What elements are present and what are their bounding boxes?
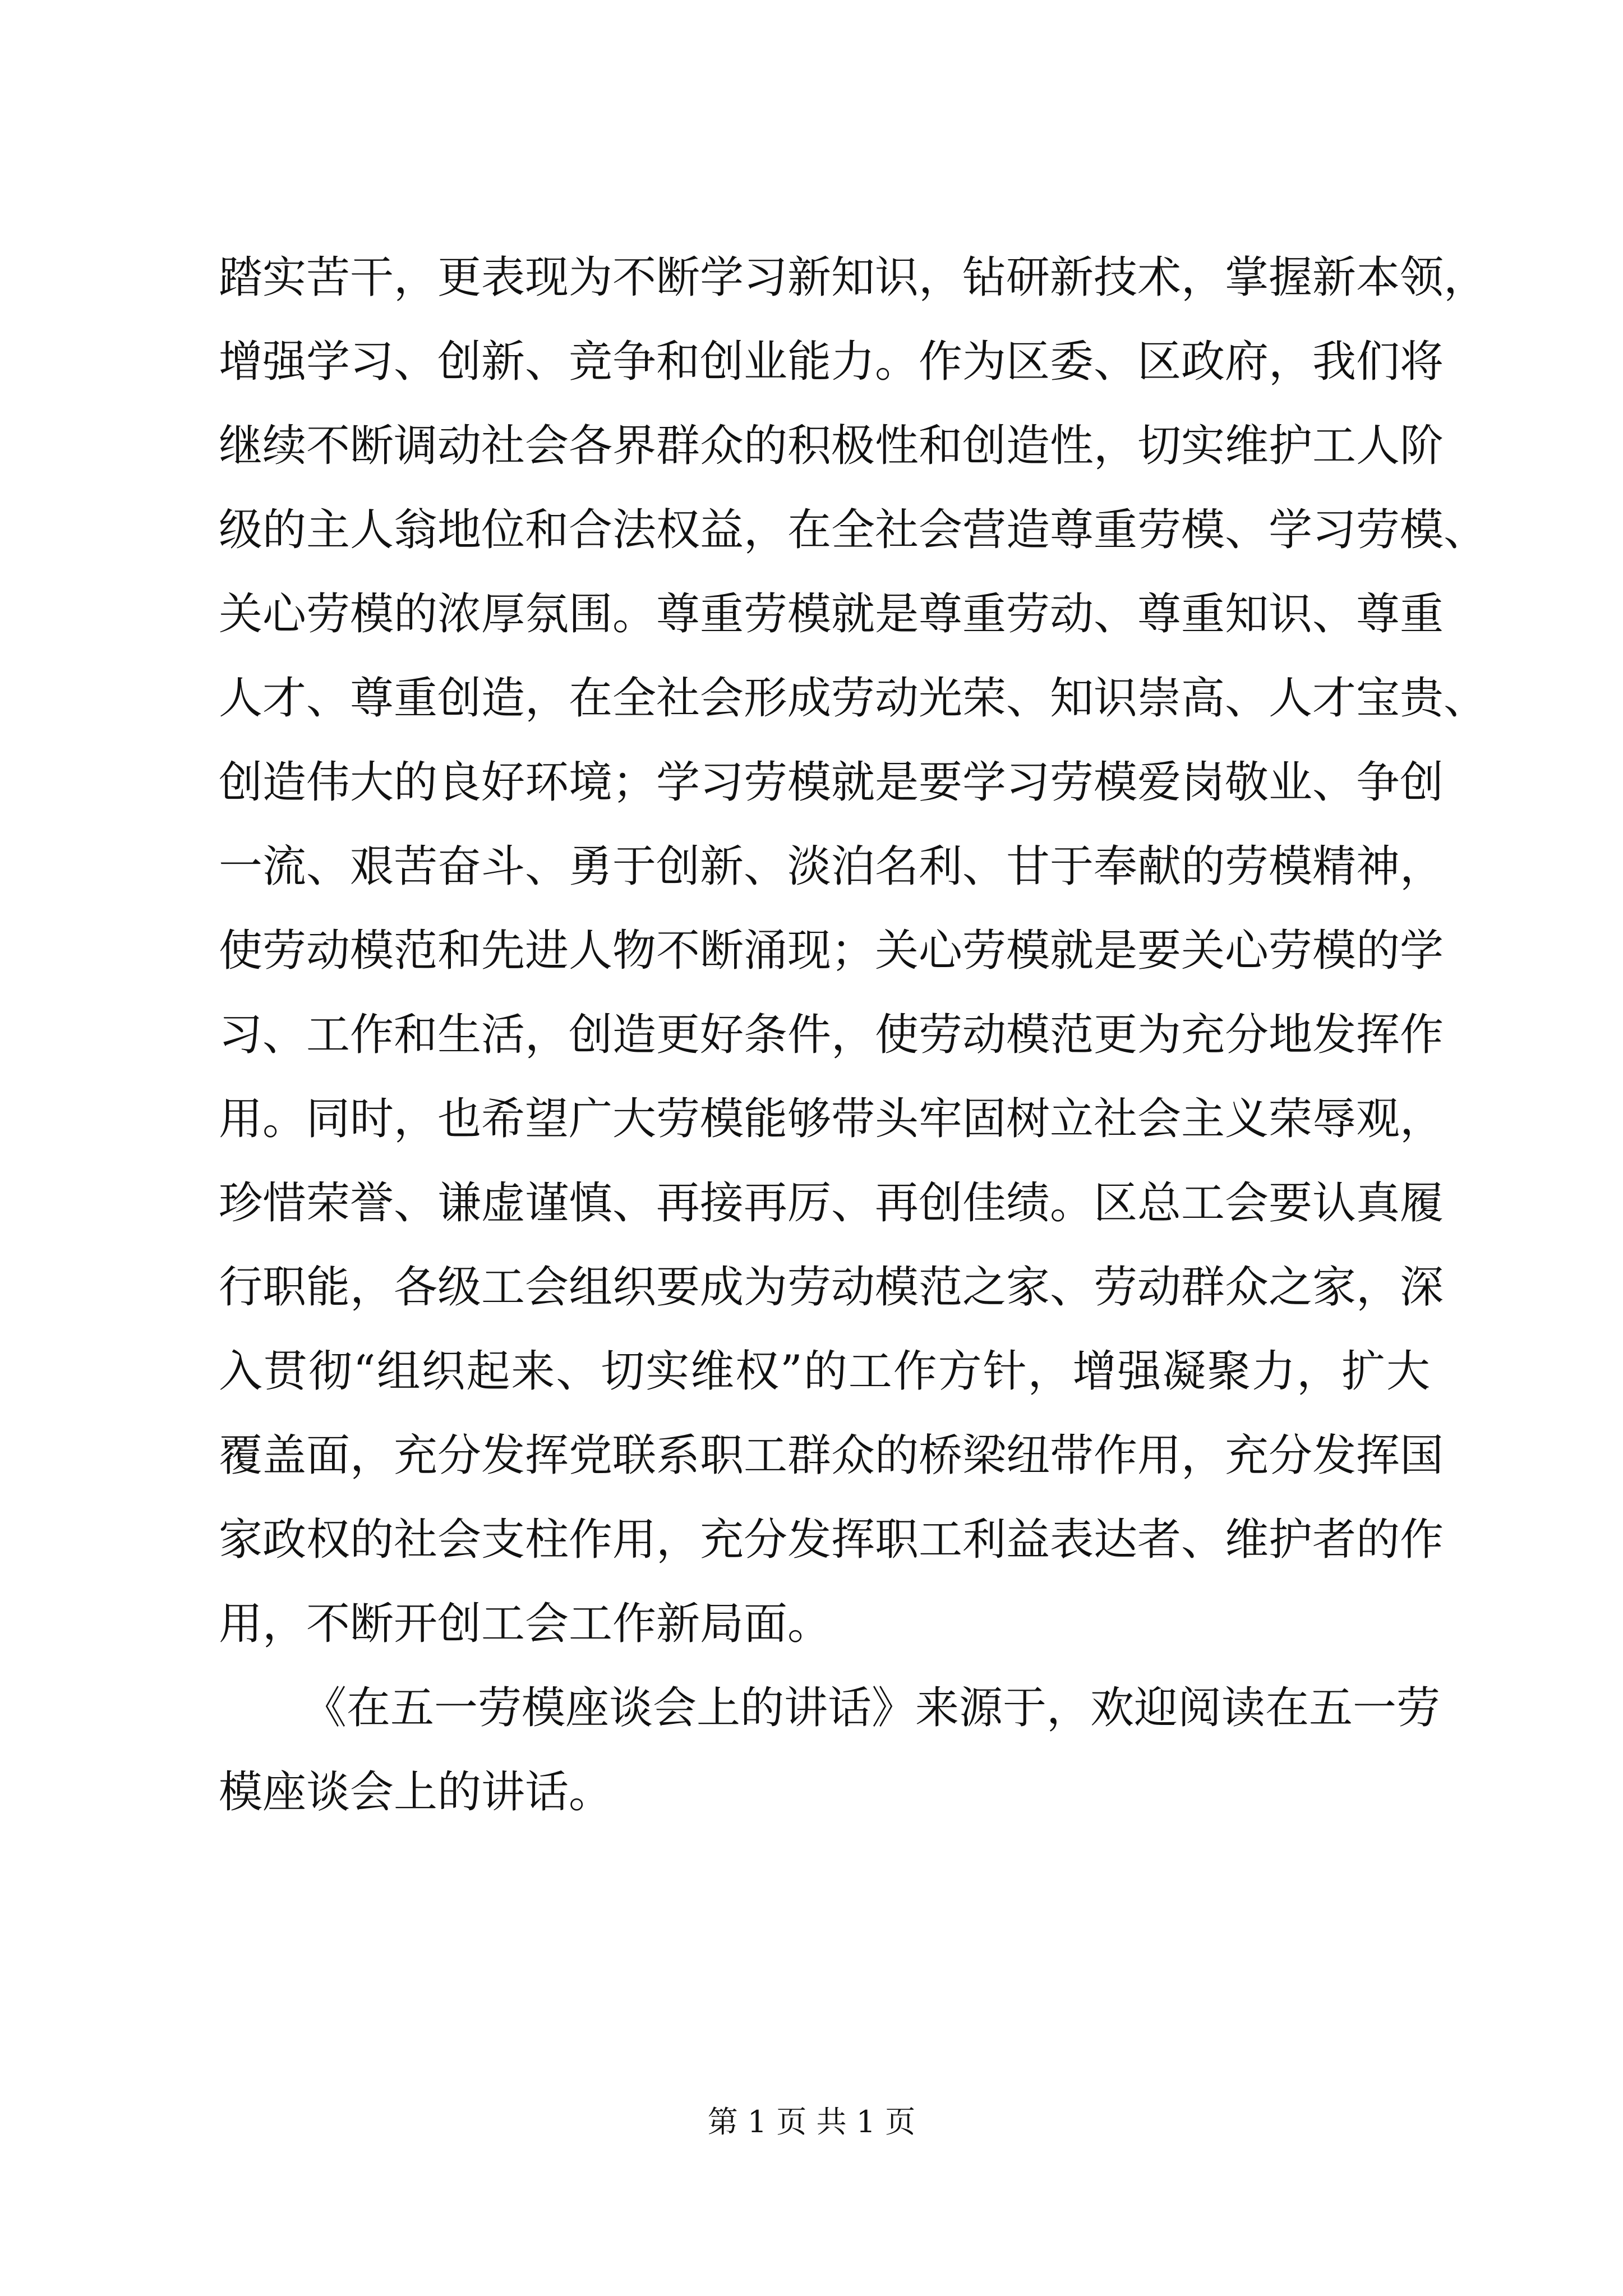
paragraph-line: 增强学习、创新、竞争和创业能力。作为区委、区政府，我们将 [219,337,1444,387]
paragraph-line: 创造伟大的良好环境；学习劳模就是要学习劳模爱岗敬业、争创 [219,757,1444,808]
page-number-footer: 第 1 页 共 1 页 [707,2104,916,2139]
paragraph-line: 用。同时，也希望广大劳模能够带头牢固树立社会主义荣辱观， [219,1094,1444,1144]
paragraph-line: 一流、艰苦奋斗、勇于创新、淡泊名利、甘于奉献的劳模精神， [219,841,1444,892]
paragraph-line: 珍惜荣誉、谦虚谨慎、再接再厉、再创佳绩。区总工会要认真履 [219,1178,1444,1228]
paragraph-line: 习、工作和生活，创造更好条件，使劳动模范更为充分地发挥作 [219,1010,1444,1060]
paragraph-2 [219,1666,1441,1834]
paragraph-line: 家政权的社会支柱作用，充分发挥职工利益表达者、维护者的作 [219,1515,1444,1565]
paragraph-line: 踏实苦干，更表现为不断学习新知识，钻研新技术，掌握新本领， [219,252,1488,303]
paragraph-line: 继续不断调动社会各界群众的积极性和创造性，切实维护工人阶 [219,421,1444,471]
document-body [219,236,1488,1834]
paragraph-line: 使劳动模范和先进人物不断涌现；关心劳模就是要关心劳模的学 [219,926,1444,976]
paragraph-1 [219,236,1488,1666]
paragraph-line: 用，不断开创工会工作新局面。 [219,1599,832,1649]
paragraph-line: 模座谈会上的讲话。 [219,1767,613,1818]
paragraph-line: 入贯彻“组织起来、切实维权”的工作方针，增强凝聚力，扩大 [219,1346,1430,1397]
paragraph-line: 级的主人翁地位和合法权益，在全社会营造尊重劳模、学习劳模、 [219,505,1488,555]
paragraph-line: 关心劳模的浓厚氛围。尊重劳模就是尊重劳动、尊重知识、尊重 [219,589,1444,639]
paragraph-line: 覆盖面，充分发挥党联系职工群众的桥梁纽带作用，充分发挥国 [219,1430,1444,1481]
paragraph-line: 行职能，各级工会组织要成为劳动模范之家、劳动群众之家，深 [219,1262,1444,1313]
paragraph-line: 人才、尊重创造，在全社会形成劳动光荣、知识崇高、人才宝贵、 [219,673,1488,724]
paragraph-line: 《在五一劳模座谈会上的讲话》来源于，欢迎阅读在五一劳 [303,1683,1441,1733]
